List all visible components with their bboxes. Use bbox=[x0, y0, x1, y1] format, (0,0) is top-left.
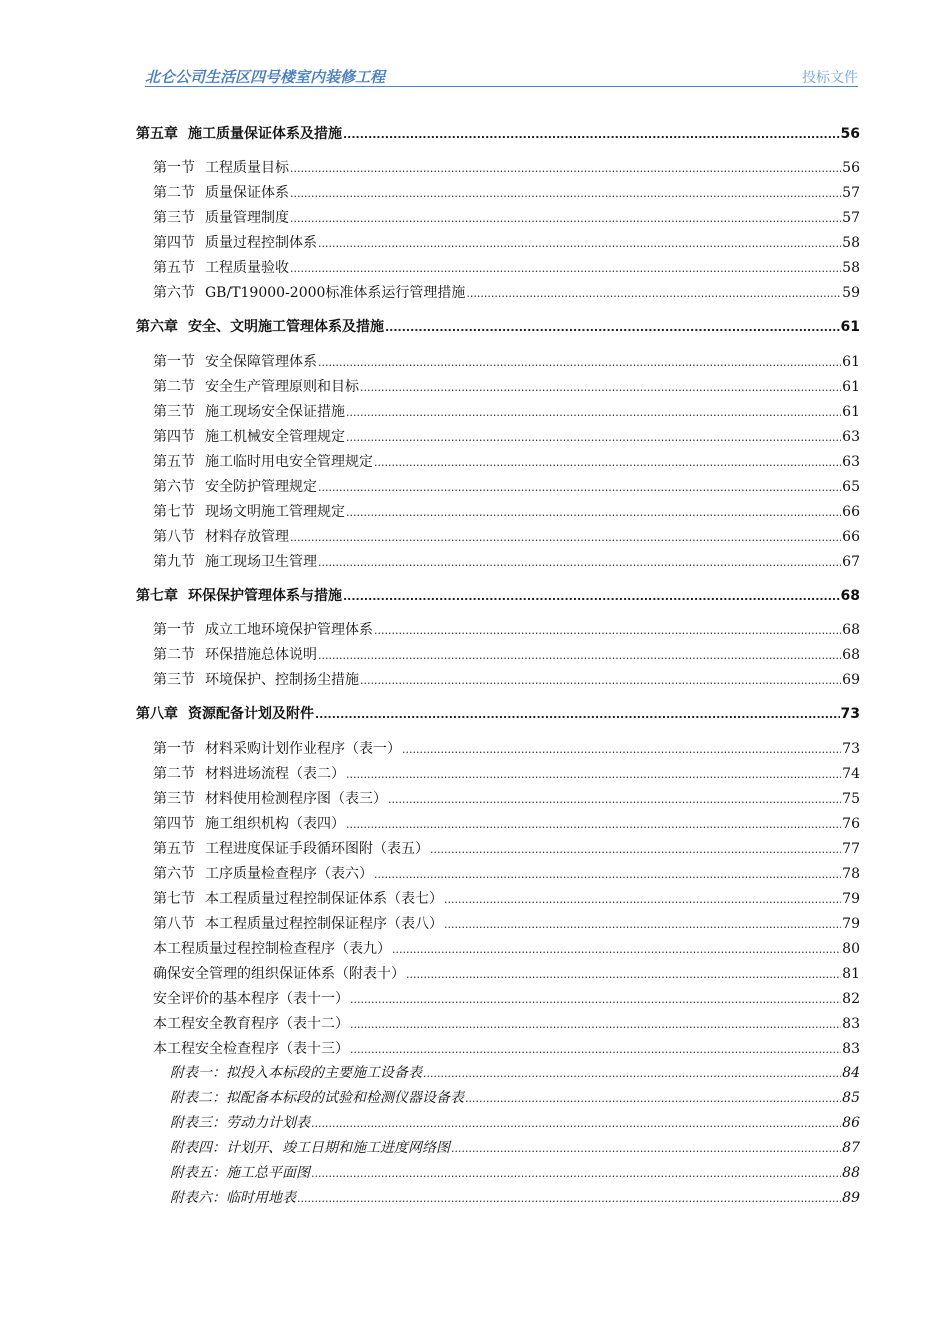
toc-entry-title bbox=[153, 427, 345, 447]
toc-page-number: 68 bbox=[840, 588, 860, 604]
toc-page-number: 83 bbox=[842, 1041, 860, 1057]
toc-section-entry[interactable] bbox=[153, 477, 860, 497]
toc-entry-number: 第二节 bbox=[153, 379, 195, 395]
toc-entry-title bbox=[153, 989, 349, 1009]
toc-entry-title bbox=[153, 552, 317, 572]
toc-entry-text: 施工组织机构（表四） bbox=[205, 816, 345, 832]
toc-section-entry[interactable] bbox=[153, 989, 860, 1009]
toc-section-entry[interactable] bbox=[153, 452, 860, 472]
toc-entry-number: 第五节 bbox=[153, 454, 195, 470]
toc-section-entry[interactable] bbox=[153, 964, 860, 984]
toc-dot-leader bbox=[318, 646, 841, 666]
toc-entry-number: 第六节 bbox=[153, 479, 195, 495]
toc-dot-leader bbox=[465, 1089, 841, 1109]
toc-entry-text: 安全评价的基本程序（表十一） bbox=[153, 991, 349, 1007]
toc-section-entry[interactable] bbox=[153, 670, 860, 690]
page-header bbox=[145, 66, 858, 87]
toc-page-number: 80 bbox=[842, 941, 860, 957]
toc-entry-text: 附表五：施工总平面图 bbox=[170, 1165, 310, 1181]
toc-entry-title bbox=[153, 208, 289, 228]
toc-page-number: 58 bbox=[842, 260, 860, 276]
toc-entry-title bbox=[136, 586, 342, 606]
toc-page-number: 63 bbox=[842, 454, 860, 470]
toc-entry-number: 第七章 bbox=[136, 588, 178, 604]
toc-entry-text: 材料使用检测程序图（表三） bbox=[205, 791, 387, 807]
toc-page-number: 73 bbox=[840, 706, 860, 722]
toc-entry-text: 附表二：拟配备本标段的试验和检测仪器设备表 bbox=[170, 1090, 464, 1106]
toc-entry-number: 第七节 bbox=[153, 504, 195, 520]
toc-entry-title bbox=[136, 124, 342, 144]
toc-dot-leader bbox=[402, 740, 841, 760]
toc-page-number: 68 bbox=[842, 647, 860, 663]
toc-page-number: 79 bbox=[842, 916, 860, 932]
toc-dot-leader bbox=[290, 528, 841, 548]
toc-entry-number: 第四节 bbox=[153, 429, 195, 445]
toc-page-number: 61 bbox=[842, 379, 860, 395]
toc-section-entry[interactable] bbox=[153, 258, 860, 278]
toc-dot-leader bbox=[388, 790, 841, 810]
toc-section-entry[interactable] bbox=[153, 914, 860, 934]
toc-entry-number: 第五章 bbox=[136, 126, 178, 142]
toc-entry-number: 第六节 bbox=[153, 866, 195, 882]
toc-entry-text: 环境保护、控制扬尘措施 bbox=[205, 672, 359, 688]
toc-entry-title bbox=[153, 452, 373, 472]
toc-entry-number: 第五节 bbox=[153, 841, 195, 857]
toc-section-entry[interactable] bbox=[153, 814, 860, 834]
toc-entry-title bbox=[153, 839, 429, 859]
toc-page-number: 74 bbox=[842, 766, 860, 782]
toc-dot-leader bbox=[318, 353, 841, 373]
toc-entry-title bbox=[153, 183, 289, 203]
toc-page-number: 84 bbox=[842, 1065, 860, 1081]
toc-appendix-entry[interactable] bbox=[170, 1138, 860, 1158]
toc-page-number: 59 bbox=[842, 285, 860, 301]
toc-page-number: 61 bbox=[842, 404, 860, 420]
toc-page-number: 61 bbox=[842, 354, 860, 370]
toc-page-number: 73 bbox=[842, 741, 860, 757]
toc-section-entry[interactable] bbox=[153, 502, 860, 522]
toc-page-number: 57 bbox=[842, 210, 860, 226]
project-title: 北仑公司生活区四号楼室内装修工程 bbox=[145, 68, 386, 86]
toc-page-number: 56 bbox=[840, 126, 860, 142]
toc-dot-leader bbox=[346, 815, 841, 835]
toc-entry-title bbox=[170, 1063, 422, 1083]
toc-dot-leader bbox=[350, 1015, 841, 1035]
toc-dot-leader bbox=[374, 865, 841, 885]
toc-dot-leader bbox=[385, 318, 840, 338]
toc-entry-title bbox=[170, 1163, 310, 1183]
toc-dot-leader bbox=[311, 1114, 841, 1134]
toc-entry-text: 附表一：拟投入本标段的主要施工设备表 bbox=[170, 1065, 422, 1081]
toc-chapter-entry[interactable] bbox=[136, 704, 860, 724]
toc-entry-number: 第三节 bbox=[153, 210, 195, 226]
toc-section-entry[interactable] bbox=[153, 789, 860, 809]
toc-entry-title bbox=[153, 914, 443, 934]
toc-entry-title bbox=[153, 477, 317, 497]
toc-dot-leader bbox=[451, 1139, 841, 1159]
toc-appendix-entry[interactable] bbox=[170, 1163, 860, 1183]
toc-section-entry[interactable] bbox=[153, 939, 860, 959]
toc-appendix-entry[interactable] bbox=[170, 1113, 860, 1133]
toc-entry-title bbox=[153, 158, 289, 178]
toc-entry-title bbox=[153, 1039, 349, 1059]
toc-entry-number: 第七节 bbox=[153, 891, 195, 907]
toc-dot-leader bbox=[444, 890, 841, 910]
toc-section-entry[interactable] bbox=[153, 1039, 860, 1059]
toc-section-entry[interactable] bbox=[153, 552, 860, 572]
toc-entry-title bbox=[153, 258, 289, 278]
toc-entry-text: 材料采购计划作业程序（表一） bbox=[205, 741, 401, 757]
toc-page-number: 66 bbox=[842, 504, 860, 520]
toc-entry-text: 本工程安全教育程序（表十二） bbox=[153, 1016, 349, 1032]
toc-page-number: 79 bbox=[842, 891, 860, 907]
toc-page-number: 68 bbox=[842, 622, 860, 638]
toc-entry-text: 施工质量保证体系及措施 bbox=[188, 126, 342, 142]
toc-entry-title bbox=[153, 233, 317, 253]
toc-entry-number: 第四节 bbox=[153, 816, 195, 832]
toc-section-entry[interactable] bbox=[153, 208, 860, 228]
toc-chapter-entry[interactable] bbox=[136, 586, 860, 606]
toc-entry-title bbox=[170, 1188, 296, 1208]
toc-page-number: 56 bbox=[842, 160, 860, 176]
toc-entry-number: 第一节 bbox=[153, 741, 195, 757]
toc-page-number: 66 bbox=[842, 529, 860, 545]
toc-chapter-entry[interactable] bbox=[136, 317, 860, 337]
toc-dot-leader bbox=[466, 284, 841, 304]
toc-dot-leader bbox=[406, 965, 841, 985]
toc-entry-title bbox=[153, 402, 345, 422]
toc-entry-text: 成立工地环境保护管理体系 bbox=[205, 622, 373, 638]
toc-entry-title bbox=[153, 620, 373, 640]
toc-dot-leader bbox=[444, 915, 841, 935]
toc-page-number: 76 bbox=[842, 816, 860, 832]
toc-dot-leader bbox=[297, 1189, 841, 1209]
toc-page-number: 86 bbox=[842, 1115, 860, 1131]
toc-section-entry[interactable] bbox=[153, 233, 860, 253]
toc-entry-text: GB/T19000-2000标准体系运行管理措施 bbox=[205, 285, 466, 301]
toc-entry-title bbox=[136, 704, 314, 724]
toc-page-number: 83 bbox=[842, 1016, 860, 1032]
toc-section-entry[interactable] bbox=[153, 158, 860, 178]
toc-entry-title bbox=[153, 889, 443, 909]
toc-section-entry[interactable] bbox=[153, 427, 860, 447]
toc-dot-leader bbox=[350, 990, 841, 1010]
toc-page-number: 65 bbox=[842, 479, 860, 495]
toc-entry-title bbox=[153, 1014, 349, 1034]
toc-entry-number: 第三节 bbox=[153, 791, 195, 807]
toc-entry-title bbox=[170, 1138, 450, 1158]
toc-page-number: 69 bbox=[842, 672, 860, 688]
toc-entry-text: 附表三：劳动力计划表 bbox=[170, 1115, 310, 1131]
toc-dot-leader bbox=[315, 705, 840, 725]
toc-entry-number: 第四节 bbox=[153, 235, 195, 251]
toc-entry-number: 第一节 bbox=[153, 160, 195, 176]
toc-section-entry[interactable] bbox=[153, 183, 860, 203]
toc-entry-title bbox=[153, 377, 359, 397]
toc-entry-text: 质量过程控制体系 bbox=[205, 235, 317, 251]
toc-entry-text: 本工程质量过程控制检查程序（表九） bbox=[153, 941, 391, 957]
toc-entry-title bbox=[153, 814, 345, 834]
toc-page-number: 57 bbox=[842, 185, 860, 201]
toc-entry-text: 环保措施总体说明 bbox=[205, 647, 317, 663]
toc-entry-title bbox=[153, 939, 391, 959]
toc-entry-text: 安全保障管理体系 bbox=[205, 354, 317, 370]
toc-entry-text: 工程进度保证手段循环图附（表五） bbox=[205, 841, 429, 857]
toc-entry-text: 工程质量目标 bbox=[205, 160, 289, 176]
toc-page-number: 89 bbox=[842, 1190, 860, 1206]
toc-page-number: 77 bbox=[842, 841, 860, 857]
toc-dot-leader bbox=[290, 259, 841, 279]
toc-entry-title bbox=[153, 864, 373, 884]
toc-entry-text: 环保保护管理体系与措施 bbox=[188, 588, 342, 604]
toc-entry-text: 质量管理制度 bbox=[205, 210, 289, 226]
toc-dot-leader bbox=[392, 940, 841, 960]
toc-entry-text: 资源配备计划及附件 bbox=[188, 706, 314, 722]
toc-section-entry[interactable] bbox=[153, 377, 860, 397]
toc-entry-number: 第二节 bbox=[153, 647, 195, 663]
toc-dot-leader bbox=[290, 159, 841, 179]
toc-section-entry[interactable] bbox=[153, 1014, 860, 1034]
toc-page-number: 75 bbox=[842, 791, 860, 807]
toc-section-entry[interactable] bbox=[153, 620, 860, 640]
toc-dot-leader bbox=[318, 234, 841, 254]
toc-section-entry[interactable] bbox=[153, 864, 860, 884]
toc-entry-text: 附表六：临时用地表 bbox=[170, 1190, 296, 1206]
toc-entry-text: 确保安全管理的组织保证体系（附表十） bbox=[153, 966, 405, 982]
toc-dot-leader bbox=[374, 621, 841, 641]
toc-entry-text: 施工临时用电安全管理规定 bbox=[205, 454, 373, 470]
toc-section-entry[interactable] bbox=[153, 527, 860, 547]
toc-entry-title bbox=[153, 789, 387, 809]
toc-entry-number: 第六章 bbox=[136, 319, 178, 335]
toc-entry-text: 现场文明施工管理规定 bbox=[205, 504, 345, 520]
toc-section-entry[interactable] bbox=[153, 402, 860, 422]
toc-entry-text: 本工程安全检查程序（表十三） bbox=[153, 1041, 349, 1057]
toc-entry-text: 工程质量验收 bbox=[205, 260, 289, 276]
toc-entry-text: 施工现场安全保证措施 bbox=[205, 404, 345, 420]
toc-dot-leader bbox=[290, 209, 841, 229]
toc-entry-title bbox=[136, 317, 384, 337]
toc-entry-title bbox=[170, 1113, 310, 1133]
toc-dot-leader bbox=[290, 184, 841, 204]
toc-entry-text: 附表四：计划开、竣工日期和施工进度网络图 bbox=[170, 1140, 450, 1156]
toc-page-number: 82 bbox=[842, 991, 860, 1007]
toc-dot-leader bbox=[374, 453, 841, 473]
toc-entry-title bbox=[153, 283, 465, 303]
toc-dot-leader bbox=[360, 671, 841, 691]
toc-entry-text: 本工程质量过程控制保证体系（表七） bbox=[205, 891, 443, 907]
toc-section-entry[interactable] bbox=[153, 739, 860, 759]
document-type: 投标文件 bbox=[802, 70, 858, 86]
toc-entry-number: 第五节 bbox=[153, 260, 195, 276]
toc-page-number: 63 bbox=[842, 429, 860, 445]
toc-dot-leader bbox=[423, 1064, 841, 1084]
toc-dot-leader bbox=[318, 478, 841, 498]
toc-entry-title bbox=[153, 764, 345, 784]
toc-appendix-entry[interactable] bbox=[170, 1188, 860, 1208]
toc-appendix-entry[interactable] bbox=[170, 1063, 860, 1083]
toc-page-number: 85 bbox=[842, 1090, 860, 1106]
toc-entry-text: 安全、文明施工管理体系及措施 bbox=[188, 319, 384, 335]
toc-appendix-entry[interactable] bbox=[170, 1088, 860, 1108]
toc-dot-leader bbox=[343, 125, 840, 145]
toc-entry-number: 第八节 bbox=[153, 916, 195, 932]
toc-section-entry[interactable] bbox=[153, 889, 860, 909]
toc-dot-leader bbox=[318, 553, 841, 573]
toc-entry-text: 工序质量检查程序（表六） bbox=[205, 866, 373, 882]
toc-dot-leader bbox=[430, 840, 841, 860]
toc-section-entry[interactable] bbox=[153, 764, 860, 784]
toc-dot-leader bbox=[346, 428, 841, 448]
toc-page-number: 67 bbox=[842, 554, 860, 570]
toc-entry-title bbox=[153, 964, 405, 984]
toc-entry-number: 第八章 bbox=[136, 706, 178, 722]
toc-entry-title bbox=[153, 645, 317, 665]
toc-dot-leader bbox=[350, 1040, 841, 1060]
toc-dot-leader bbox=[346, 503, 841, 523]
toc-entry-number: 第一节 bbox=[153, 622, 195, 638]
toc-page-number: 87 bbox=[842, 1140, 860, 1156]
toc-section-entry[interactable] bbox=[153, 283, 860, 303]
toc-entry-title bbox=[153, 739, 401, 759]
toc-entry-text: 安全防护管理规定 bbox=[205, 479, 317, 495]
toc-page-number: 58 bbox=[842, 235, 860, 251]
toc-entry-number: 第六节 bbox=[153, 285, 195, 301]
toc-page-number: 81 bbox=[842, 966, 860, 982]
toc-entry-text: 材料进场流程（表二） bbox=[205, 766, 345, 782]
toc-dot-leader bbox=[346, 403, 841, 423]
toc-entry-text: 施工现场卫生管理 bbox=[205, 554, 317, 570]
toc-entry-number: 第一节 bbox=[153, 354, 195, 370]
toc-entry-text: 施工机械安全管理规定 bbox=[205, 429, 345, 445]
toc-entry-number: 第三节 bbox=[153, 404, 195, 420]
toc-dot-leader bbox=[360, 378, 841, 398]
toc-section-entry[interactable] bbox=[153, 352, 860, 372]
toc-entry-text: 本工程质量过程控制保证程序（表八） bbox=[205, 916, 443, 932]
toc-page-number: 61 bbox=[840, 319, 860, 335]
toc-entry-number: 第三节 bbox=[153, 672, 195, 688]
toc-entry-title bbox=[153, 527, 289, 547]
toc-entry-title bbox=[170, 1088, 464, 1108]
toc-section-entry[interactable] bbox=[153, 645, 860, 665]
toc-page-number: 88 bbox=[842, 1165, 860, 1181]
toc-entry-number: 第二节 bbox=[153, 185, 195, 201]
toc-entry-text: 材料存放管理 bbox=[205, 529, 289, 545]
toc-dot-leader bbox=[343, 587, 840, 607]
toc-dot-leader bbox=[311, 1164, 841, 1184]
toc-entry-number: 第八节 bbox=[153, 529, 195, 545]
toc-chapter-entry[interactable] bbox=[136, 124, 860, 144]
toc-page-number: 78 bbox=[842, 866, 860, 882]
toc-entry-number: 第二节 bbox=[153, 766, 195, 782]
toc-entry-number: 第九节 bbox=[153, 554, 195, 570]
toc-entry-text: 质量保证体系 bbox=[205, 185, 289, 201]
toc-dot-leader bbox=[346, 765, 841, 785]
toc-entry-title bbox=[153, 670, 359, 690]
toc-entry-title bbox=[153, 352, 317, 372]
toc-entry-title bbox=[153, 502, 345, 522]
toc-entry-text: 安全生产管理原则和目标 bbox=[205, 379, 359, 395]
toc-section-entry[interactable] bbox=[153, 839, 860, 859]
